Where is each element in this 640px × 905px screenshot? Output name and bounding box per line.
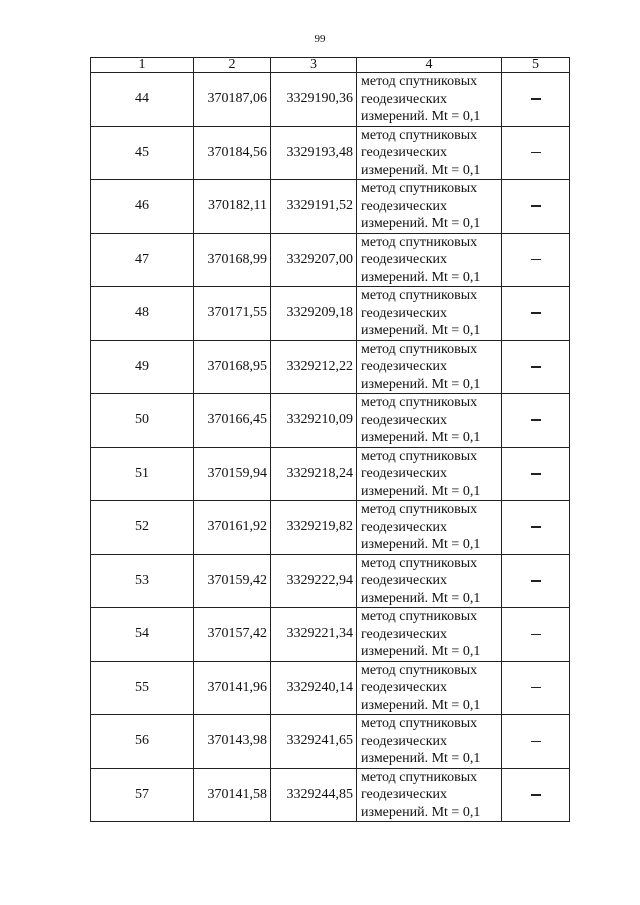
x-coordinate-cell: 370141,96 — [194, 661, 271, 715]
column-header-1: 1 — [91, 58, 194, 73]
y-coordinate-cell: 3329244,85 — [271, 768, 357, 822]
table-row — [91, 608, 570, 662]
method-line: метод спутниковых — [361, 769, 478, 785]
column-header-5: 5 — [502, 58, 570, 73]
note-cell — [502, 73, 570, 127]
method-line: геодезических — [361, 519, 448, 535]
method-cell — [357, 394, 502, 448]
method-line: метод спутниковых — [361, 609, 478, 624]
method-line: геодезических — [361, 145, 448, 160]
dash-mark — [531, 98, 541, 100]
method-line: геодезических — [361, 680, 448, 695]
note-cell — [502, 233, 570, 287]
dash-mark — [531, 259, 541, 260]
table-row — [91, 180, 570, 234]
x-coordinate-cell: 370168,95 — [194, 340, 271, 394]
note-cell — [502, 608, 570, 662]
x-coordinate-cell: 370143,98 — [194, 715, 271, 769]
method-line: геодезических — [361, 305, 448, 321]
method-line: измерений. Mt = 0,1 — [361, 216, 481, 231]
method-line: геодезических — [361, 573, 448, 588]
note-cell — [502, 126, 570, 180]
dash-mark — [531, 312, 541, 314]
table-row — [91, 233, 570, 287]
dash-mark — [531, 634, 541, 635]
x-coordinate-cell: 370159,42 — [194, 554, 271, 608]
y-coordinate-cell: 3329191,52 — [271, 180, 357, 234]
point-number-cell: 49 — [91, 340, 194, 394]
method-cell — [357, 73, 502, 127]
method-line: метод спутниковых — [361, 234, 478, 250]
y-coordinate-cell: 3329218,24 — [271, 447, 357, 501]
point-number-cell: 48 — [91, 287, 194, 341]
point-number-cell: 51 — [91, 447, 194, 501]
x-coordinate-cell: 370141,58 — [194, 768, 271, 822]
table-row — [91, 501, 570, 555]
table-row — [91, 394, 570, 448]
dash-mark — [531, 580, 541, 582]
note-cell — [502, 180, 570, 234]
table-body — [91, 73, 570, 822]
point-number-cell: 56 — [91, 715, 194, 769]
method-line: измерений. Mt = 0,1 — [361, 590, 481, 606]
y-coordinate-cell: 3329193,48 — [271, 126, 357, 180]
method-cell — [357, 715, 502, 769]
method-line: измерений. Mt = 0,1 — [361, 483, 481, 499]
point-number-cell: 52 — [91, 501, 194, 555]
point-number-cell: 57 — [91, 768, 194, 822]
point-number-cell: 55 — [91, 661, 194, 715]
method-line: метод спутниковых — [361, 502, 478, 517]
dash-mark — [531, 794, 541, 796]
method-line: измерений. Mt = 0,1 — [361, 697, 481, 713]
note-cell — [502, 287, 570, 341]
y-coordinate-cell: 3329212,22 — [271, 340, 357, 394]
table-row — [91, 287, 570, 341]
x-coordinate-cell: 370166,45 — [194, 394, 271, 448]
x-coordinate-cell: 370187,06 — [194, 73, 271, 127]
method-line: геодезических — [361, 91, 448, 107]
point-number-cell: 46 — [91, 180, 194, 234]
method-cell — [357, 287, 502, 341]
point-number-cell: 50 — [91, 394, 194, 448]
method-line: метод спутниковых — [361, 181, 478, 196]
y-coordinate-cell: 3329221,34 — [271, 608, 357, 662]
dash-mark — [531, 366, 541, 368]
method-line: геодезических — [361, 412, 448, 428]
method-cell — [357, 126, 502, 180]
column-header-2: 2 — [194, 58, 271, 73]
method-line: геодезических — [361, 359, 448, 374]
table-header-row — [91, 58, 570, 73]
y-coordinate-cell: 3329210,09 — [271, 394, 357, 448]
note-cell — [502, 768, 570, 822]
method-line: измерений. Mt = 0,1 — [361, 376, 481, 392]
method-line: измерений. Mt = 0,1 — [361, 751, 481, 766]
method-line: измерений. Mt = 0,1 — [361, 430, 481, 445]
method-line: метод спутниковых — [361, 555, 478, 571]
note-cell — [502, 715, 570, 769]
method-line: измерений. Mt = 0,1 — [361, 537, 481, 552]
note-cell — [502, 394, 570, 448]
method-line: геодезических — [361, 626, 448, 642]
method-cell — [357, 501, 502, 555]
x-coordinate-cell: 370161,92 — [194, 501, 271, 555]
column-header-4: 4 — [357, 58, 502, 73]
table-row — [91, 126, 570, 180]
y-coordinate-cell: 3329219,82 — [271, 501, 357, 555]
method-line: метод спутниковых — [361, 395, 478, 410]
method-cell — [357, 180, 502, 234]
method-cell — [357, 554, 502, 608]
method-cell — [357, 233, 502, 287]
table-row — [91, 715, 570, 769]
dash-mark — [531, 473, 541, 475]
table-row — [91, 554, 570, 608]
method-line: геодезических — [361, 466, 448, 481]
y-coordinate-cell: 3329241,65 — [271, 715, 357, 769]
method-cell — [357, 608, 502, 662]
y-coordinate-cell: 3329240,14 — [271, 661, 357, 715]
method-line: измерений. Mt = 0,1 — [361, 804, 481, 820]
y-coordinate-cell: 3329207,00 — [271, 233, 357, 287]
method-line: измерений. Mt = 0,1 — [361, 109, 481, 124]
method-line: геодезических — [361, 787, 448, 802]
method-line: метод спутниковых — [361, 74, 478, 89]
note-cell — [502, 447, 570, 501]
method-cell — [357, 661, 502, 715]
table-row — [91, 447, 570, 501]
method-line: измерений. Mt = 0,1 — [361, 269, 481, 285]
point-number-cell: 44 — [91, 73, 194, 127]
page-number: 99 — [314, 33, 326, 45]
y-coordinate-cell: 3329222,94 — [271, 554, 357, 608]
point-number-cell: 45 — [91, 126, 194, 180]
dash-mark — [531, 205, 541, 207]
method-line: метод спутниковых — [361, 288, 478, 303]
x-coordinate-cell: 370157,42 — [194, 608, 271, 662]
y-coordinate-cell: 3329190,36 — [271, 73, 357, 127]
note-cell — [502, 501, 570, 555]
table-row — [91, 661, 570, 715]
method-line: геодезических — [361, 252, 448, 267]
point-number-cell: 54 — [91, 608, 194, 662]
table-row — [91, 768, 570, 822]
method-cell — [357, 447, 502, 501]
note-cell — [502, 554, 570, 608]
coordinates-table — [90, 57, 570, 822]
dash-mark — [531, 526, 541, 528]
method-cell — [357, 340, 502, 394]
method-line: метод спутниковых — [361, 448, 478, 464]
x-coordinate-cell: 370184,56 — [194, 126, 271, 180]
y-coordinate-cell: 3329209,18 — [271, 287, 357, 341]
method-line: измерений. Mt = 0,1 — [361, 323, 481, 338]
table-row — [91, 73, 570, 127]
point-number-cell: 53 — [91, 554, 194, 608]
method-line: геодезических — [361, 198, 448, 214]
method-cell — [357, 768, 502, 822]
column-header-3: 3 — [271, 58, 357, 73]
dash-mark — [531, 741, 541, 742]
method-line: метод спутниковых — [361, 341, 478, 357]
note-cell — [502, 340, 570, 394]
method-line: измерений. Mt = 0,1 — [361, 162, 481, 178]
note-cell — [502, 661, 570, 715]
dash-mark — [531, 687, 541, 688]
x-coordinate-cell: 370168,99 — [194, 233, 271, 287]
method-line: геодезических — [361, 733, 448, 749]
dash-mark — [531, 419, 541, 421]
x-coordinate-cell: 370159,94 — [194, 447, 271, 501]
table-row — [91, 340, 570, 394]
method-line: метод спутниковых — [361, 662, 478, 678]
method-line: измерений. Mt = 0,1 — [361, 644, 481, 659]
dash-mark — [531, 152, 541, 153]
method-line: метод спутниковых — [361, 716, 478, 731]
x-coordinate-cell: 370171,55 — [194, 287, 271, 341]
method-line: метод спутниковых — [361, 127, 478, 143]
x-coordinate-cell: 370182,11 — [194, 180, 271, 234]
point-number-cell: 47 — [91, 233, 194, 287]
